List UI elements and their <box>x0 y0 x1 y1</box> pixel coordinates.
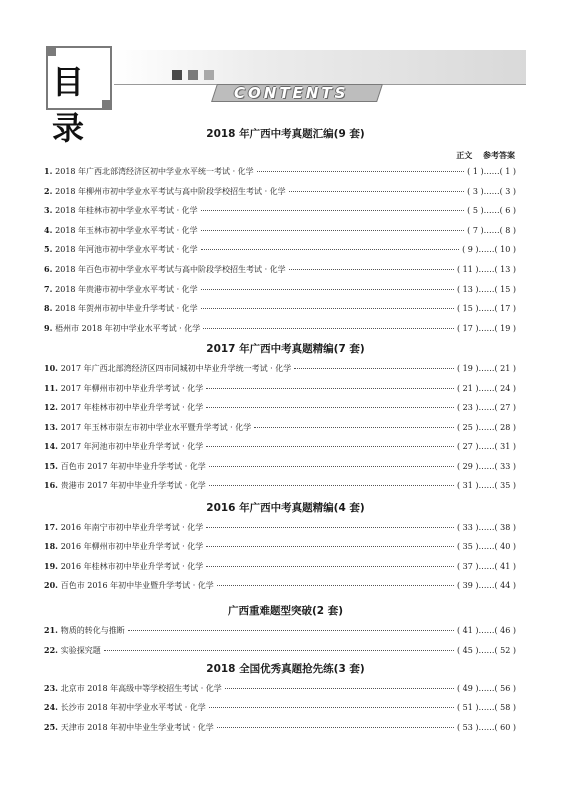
toc-entry-number: 19. <box>44 560 61 571</box>
toc-entry-number: 21. <box>44 625 61 635</box>
leader-dots <box>217 727 454 728</box>
toc-entry-title <box>44 186 286 197</box>
toc-entry-title <box>44 625 125 636</box>
decorative-square <box>188 70 198 80</box>
toc-entry-number: 23. <box>44 683 61 693</box>
toc-entry-pages: ( 11 )……( 13 ) <box>456 265 516 274</box>
toc-entry-text: 北京市 2018 年高级中等学校招生考试 · 化学 <box>60 684 222 693</box>
toc-entry-number: 6. <box>44 264 56 274</box>
leader-dots <box>289 191 464 192</box>
toc-entry-title <box>44 166 254 177</box>
toc-logo <box>46 46 112 147</box>
toc-entry-text: 2018 年贵港市初中学业水平考试 · 化学 <box>55 284 198 294</box>
leader-dots <box>206 566 454 567</box>
toc-entry-text: 2017 年柳州市初中毕业升学考试 · 化学 <box>60 383 204 393</box>
toc-entry-number: 3. <box>44 205 56 216</box>
toc-entry-text: 2018 年柳州市初中学业水平考试与高中阶段学校招生考试 · 化学 <box>55 186 286 196</box>
toc-entry-title <box>44 702 206 713</box>
toc-entry-pages: ( 31 )……( 35 ) <box>456 481 516 490</box>
toc-entry[interactable] <box>44 244 516 256</box>
toc-entry[interactable] <box>44 303 516 315</box>
toc-entry-number: 1. <box>44 166 56 176</box>
toc-entry[interactable] <box>44 702 516 714</box>
toc-entry-pages: ( 51 )……( 58 ) <box>456 703 516 713</box>
section-title: 2018 全国优秀真题抢先练(3 套) <box>206 663 365 675</box>
toc-entry-pages: ( 41 )……( 46 ) <box>456 626 516 635</box>
leader-dots <box>104 650 454 651</box>
section-title: 2017 年广西中考真题精编(7 套) <box>206 343 365 355</box>
toc-entry-number: 11. <box>44 382 61 393</box>
toc-entry-title <box>44 645 101 656</box>
column-answer: 参考答案 <box>483 151 515 160</box>
toc-entry[interactable] <box>44 323 516 335</box>
toc-entry-pages: ( 45 )……( 52 ) <box>456 645 516 655</box>
toc-entry-pages: ( 49 )……( 56 ) <box>456 684 516 693</box>
leader-dots <box>206 527 454 528</box>
toc-entry-number: 17. <box>44 522 61 532</box>
toc-entry-title <box>44 264 286 275</box>
leader-dots <box>225 688 454 689</box>
toc-entry-text: 2018 年广西北部湾经济区初中学业水平统一考试 · 化学 <box>55 167 254 176</box>
toc-entry-title <box>44 402 203 413</box>
toc-entry-text: 实验探究题 <box>60 645 101 655</box>
toc-entry-text: 梧州市 2018 年初中学业水平考试 · 化学 <box>55 323 201 333</box>
toc-entry-number: 12. <box>44 402 61 412</box>
toc-entry-number: 14. <box>44 441 61 451</box>
toc-entry-number: 15. <box>44 460 61 471</box>
leader-dots <box>289 269 454 270</box>
toc-entry[interactable] <box>44 225 516 237</box>
toc-entry[interactable] <box>44 422 516 434</box>
toc-entry-title <box>44 383 203 394</box>
leader-dots <box>206 546 454 547</box>
toc-entry-pages: ( 3 )……( 3 ) <box>467 186 516 196</box>
toc-entry[interactable] <box>44 383 516 395</box>
toc-entry-number: 7. <box>44 283 56 294</box>
toc-entry[interactable] <box>44 461 516 473</box>
leader-dots <box>254 427 454 428</box>
section-title: 广西重难题型突破(2 套) <box>227 605 344 617</box>
toc-entry[interactable] <box>44 541 516 553</box>
toc-entry-number: 5. <box>44 244 56 255</box>
toc-entry[interactable] <box>44 186 516 198</box>
leader-dots <box>206 388 454 389</box>
leader-dots <box>209 466 454 467</box>
toc-entry-text: 物质的转化与推断 <box>60 626 125 635</box>
leader-dots <box>201 289 454 290</box>
toc-entry[interactable] <box>44 683 516 695</box>
toc-entry-text: 2017 年桂林市初中毕业升学考试 · 化学 <box>60 403 204 412</box>
contents-label: CONTENTS <box>234 84 349 102</box>
toc-entry[interactable] <box>44 264 516 276</box>
toc-entry-pages: ( 39 )……( 44 ) <box>456 580 516 590</box>
toc-entry-title <box>44 205 198 216</box>
toc-entry-text: 2018 年贺州市初中毕业升学考试 · 化学 <box>55 304 198 314</box>
toc-entry[interactable] <box>44 205 516 217</box>
toc-entry-pages: ( 35 )……( 40 ) <box>456 542 516 552</box>
leader-dots <box>217 585 454 586</box>
decorative-squares <box>172 70 220 89</box>
section-title: 2018 年广西中考真题汇编(9 套) <box>206 128 365 140</box>
toc-entry[interactable] <box>44 561 516 573</box>
leader-dots <box>201 249 459 250</box>
decorative-square <box>172 70 182 80</box>
toc-entry-title <box>44 561 203 572</box>
leader-dots <box>257 171 464 172</box>
leader-dots <box>206 407 454 408</box>
leader-dots <box>294 368 454 369</box>
toc-entry-pages: ( 23 )……( 27 ) <box>456 403 516 412</box>
toc-entry-number: 24. <box>44 702 61 713</box>
toc-entry-number: 16. <box>44 480 61 490</box>
toc-entry-title <box>44 225 198 236</box>
toc-logo-text: 目录 <box>52 63 83 147</box>
decorative-square <box>204 70 214 80</box>
leader-dots <box>206 446 454 447</box>
leader-dots <box>203 328 454 329</box>
toc-entry-text: 2018 年百色市初中学业水平考试与高中阶段学校招生考试 · 化学 <box>55 265 286 274</box>
toc-entry-text: 2016 年桂林市初中毕业升学考试 · 化学 <box>60 561 204 571</box>
toc-entry-number: 18. <box>44 541 61 552</box>
toc-entry-number: 4. <box>44 224 56 235</box>
toc-entry-text: 百色市 2016 年初中毕业暨升学考试 · 化学 <box>60 580 214 590</box>
toc-entry-title <box>44 284 198 295</box>
toc-entry-number: 8. <box>44 303 56 314</box>
toc-entry-pages: ( 37 )……( 41 ) <box>456 561 516 571</box>
toc-entry[interactable] <box>44 441 516 453</box>
toc-entry-pages: ( 19 )……( 21 ) <box>456 364 516 373</box>
toc-entry[interactable] <box>44 522 516 534</box>
toc-entry[interactable] <box>44 625 516 637</box>
toc-entry-number: 25. <box>44 721 61 732</box>
toc-entry[interactable] <box>44 645 516 657</box>
leader-dots <box>209 707 454 708</box>
toc-entry-text: 百色市 2017 年初中毕业升学考试 · 化学 <box>60 461 206 471</box>
toc-entry-text: 长沙市 2018 年初中学业水平考试 · 化学 <box>60 703 206 713</box>
toc-entry-text: 2018 年河池市初中学业水平考试 · 化学 <box>55 245 198 255</box>
toc-entry-pages: ( 9 )……( 10 ) <box>462 245 516 255</box>
toc-entry-text: 天津市 2018 年初中毕业生学业考试 · 化学 <box>60 722 214 732</box>
toc-entry-text: 2016 年南宁市初中毕业升学考试 · 化学 <box>60 523 204 532</box>
toc-entry-pages: ( 53 )……( 60 ) <box>456 722 516 732</box>
toc-entry-pages: ( 29 )……( 33 ) <box>456 461 516 471</box>
toc-entry[interactable] <box>44 580 516 592</box>
toc-entry-pages: ( 17 )……( 19 ) <box>456 323 516 333</box>
toc-entry-pages: ( 15 )……( 17 ) <box>456 304 516 314</box>
toc-entry[interactable] <box>44 480 516 492</box>
toc-entry-title <box>44 480 206 491</box>
toc-entry[interactable] <box>44 402 516 414</box>
toc-entry-title <box>44 541 203 552</box>
toc-entry-number: 22. <box>44 644 61 655</box>
toc-entry-pages: ( 5 )……( 6 ) <box>467 206 516 216</box>
toc-entry-title <box>44 683 222 694</box>
toc-entry-text: 2016 年柳州市初中毕业升学考试 · 化学 <box>60 542 204 552</box>
toc-entry-pages: ( 13 )……( 15 ) <box>456 284 516 294</box>
toc-entry-title <box>44 422 251 433</box>
section-title: 2016 年广西中考真题精编(4 套) <box>206 502 365 514</box>
column-main: 正文 <box>456 151 473 160</box>
leader-dots <box>201 308 454 309</box>
toc-entry-pages: ( 25 )……( 28 ) <box>456 422 516 432</box>
leader-dots <box>201 210 464 211</box>
toc-entry-pages: ( 33 )……( 38 ) <box>456 523 516 532</box>
toc-entry-number: 9. <box>44 322 56 333</box>
toc-entry[interactable] <box>44 363 516 375</box>
toc-entry-title <box>44 580 214 591</box>
toc-entry[interactable] <box>44 722 516 734</box>
column-headers <box>456 150 515 161</box>
toc-entry-title <box>44 244 198 255</box>
toc-entry-pages: ( 27 )……( 31 ) <box>456 442 516 451</box>
toc-entry-pages: ( 7 )……( 8 ) <box>467 225 516 235</box>
toc-entry-text: 贵港市 2017 年初中毕业升学考试 · 化学 <box>60 481 206 490</box>
toc-entry-pages: ( 1 )……( 1 ) <box>467 167 516 176</box>
toc-entry-text: 2017 年广西北部湾经济区四市同城初中毕业升学统一考试 · 化学 <box>60 364 292 373</box>
toc-entry-number: 20. <box>44 579 61 590</box>
leader-dots <box>201 230 464 231</box>
toc-entry-number: 13. <box>44 421 61 432</box>
toc-entry-title <box>44 303 198 314</box>
toc-entry-text: 2018 年玉林市初中学业水平考试 · 化学 <box>55 225 198 235</box>
toc-entry-title <box>44 722 214 733</box>
leader-dots <box>128 630 454 631</box>
toc-entry-title <box>44 441 203 452</box>
toc-entry-number: 10. <box>44 363 61 373</box>
toc-entry-text: 2018 年桂林市初中学业水平考试 · 化学 <box>55 206 198 216</box>
toc-entry-number: 2. <box>44 185 56 196</box>
toc-entry[interactable] <box>44 166 516 178</box>
toc-entry-pages: ( 21 )……( 24 ) <box>456 383 516 393</box>
toc-entry-title <box>44 363 291 374</box>
toc-entry-text: 2017 年玉林市崇左市初中学业水平暨升学考试 · 化学 <box>60 422 252 432</box>
toc-entry-title <box>44 323 200 334</box>
leader-dots <box>209 485 454 486</box>
toc-entry-title <box>44 461 206 472</box>
toc-entry-title <box>44 522 203 533</box>
toc-entry[interactable] <box>44 284 516 296</box>
toc-entry-text: 2017 年河池市初中毕业升学考试 · 化学 <box>60 442 204 451</box>
